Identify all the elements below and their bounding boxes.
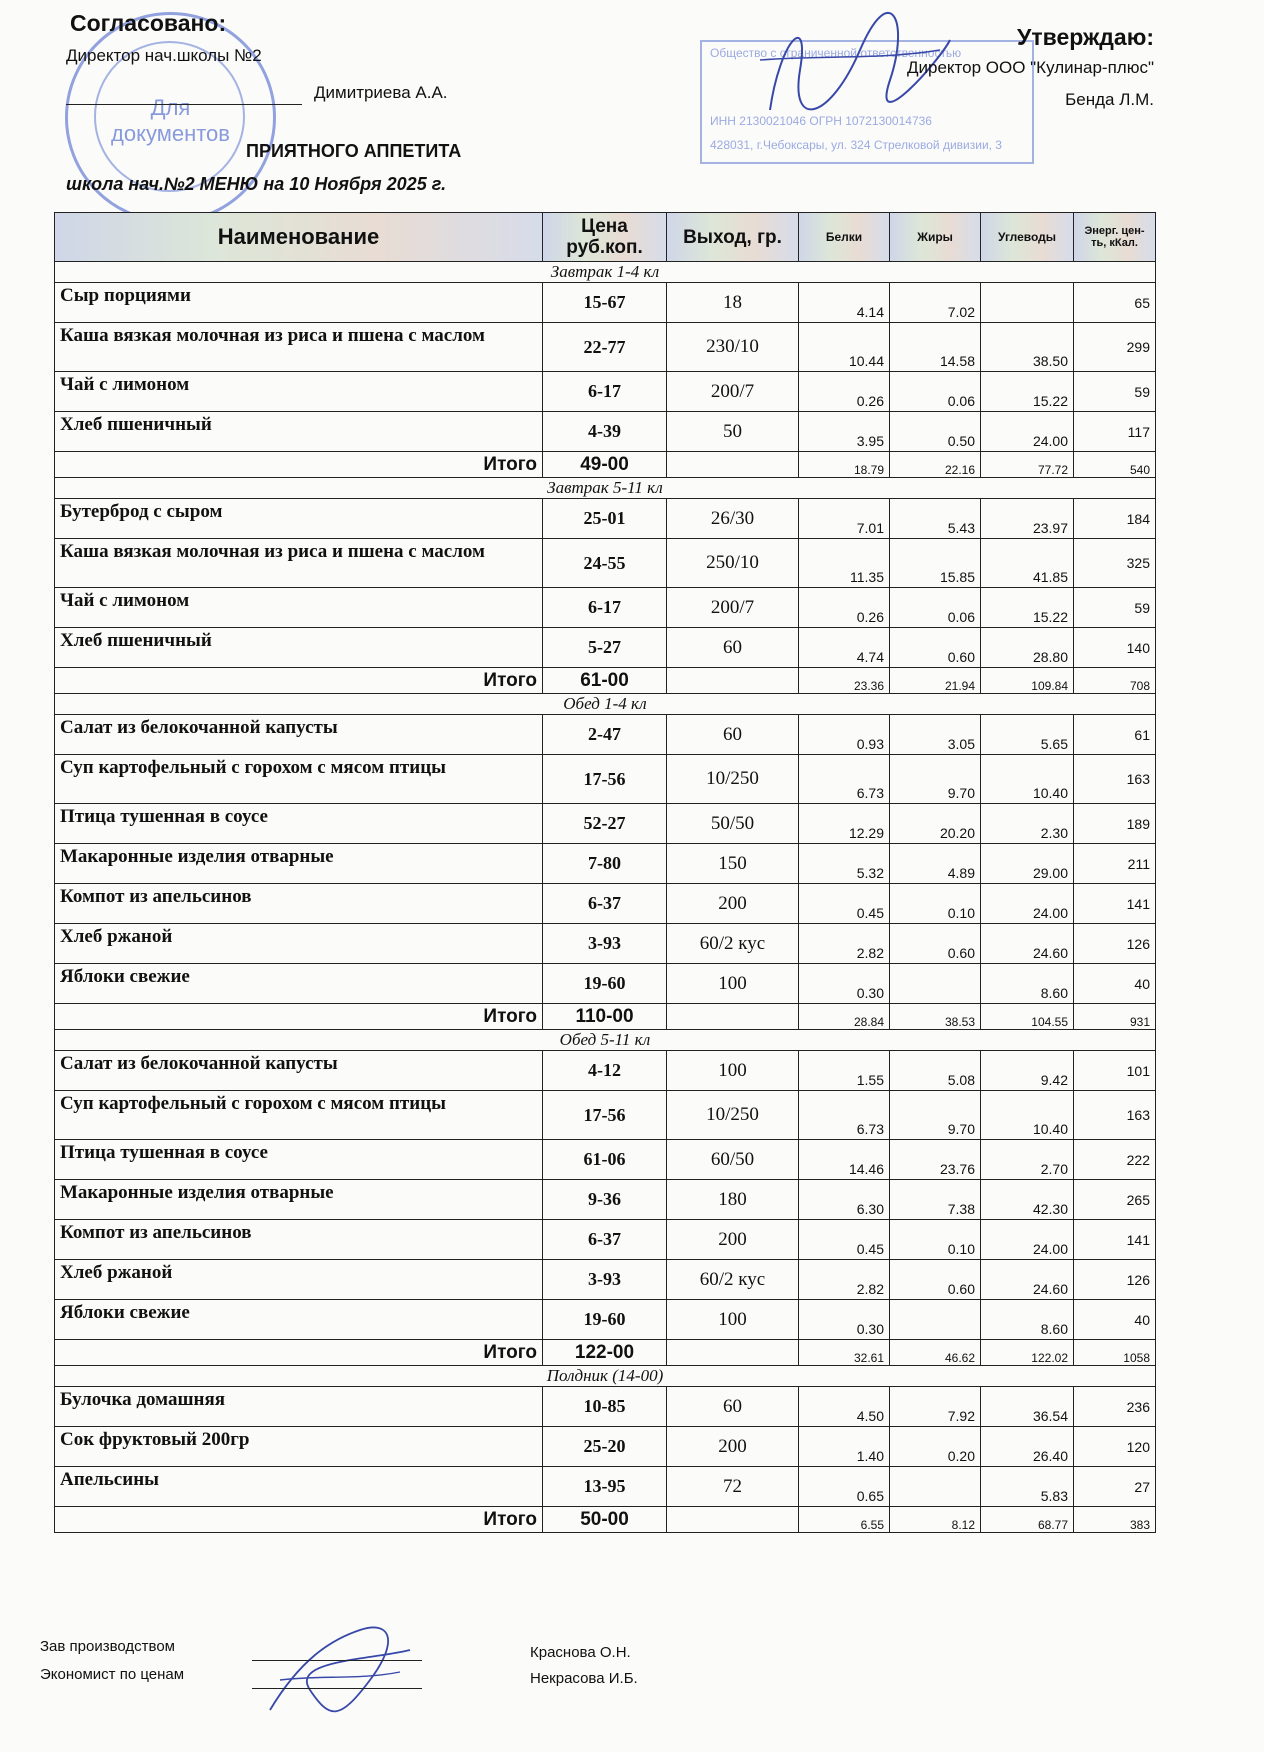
dish-name: Бутерброд с сыром [55, 499, 543, 539]
dish-carbs: 24.60 [981, 924, 1074, 964]
dish-price: 6-17 [543, 588, 667, 628]
agreed-title: Согласовано: [70, 10, 227, 36]
dish-carbs: 24.00 [981, 884, 1074, 924]
dish-price: 61-06 [543, 1140, 667, 1180]
dish-carbs: 10.40 [981, 1091, 1074, 1140]
dish-energy: 163 [1074, 1091, 1156, 1140]
dish-name: Салат из белокочанной капусты [55, 715, 543, 755]
dish-carbs: 24.00 [981, 412, 1074, 452]
dish-name: Птица тушенная в соусе [55, 804, 543, 844]
dish-price: 17-56 [543, 755, 667, 804]
dish-fat: 0.60 [890, 1260, 981, 1300]
dish-fat: 0.50 [890, 412, 981, 452]
dish-energy: 265 [1074, 1180, 1156, 1220]
section-title: Обед 1-4 кл [55, 694, 1156, 715]
table-row [55, 1091, 1156, 1140]
dish-fat: 0.60 [890, 628, 981, 668]
total-yield-empty [667, 452, 799, 478]
dish-price: 6-17 [543, 372, 667, 412]
total-energy: 1058 [1074, 1340, 1156, 1366]
total-carbs: 104.55 [981, 1004, 1074, 1030]
dish-name: Яблоки свежие [55, 964, 543, 1004]
table-row [55, 755, 1156, 804]
section-header-row [55, 262, 1156, 283]
col-header-name: Наименование [55, 213, 543, 262]
total-price: 110-00 [543, 1004, 667, 1030]
dish-fat: 0.10 [890, 884, 981, 924]
dish-name: Каша вязкая молочная из риса и пшена с маслом [55, 323, 543, 372]
dish-energy: 65 [1074, 283, 1156, 323]
dish-fat: 0.60 [890, 924, 981, 964]
dish-price: 6-37 [543, 884, 667, 924]
total-label: Итого [55, 1004, 543, 1030]
section-header-row [55, 694, 1156, 715]
dish-protein: 4.50 [799, 1387, 890, 1427]
dish-price: 7-80 [543, 844, 667, 884]
table-row [55, 964, 1156, 1004]
table-row [55, 924, 1156, 964]
col-header-yield: Выход, гр. [667, 213, 799, 262]
total-fat: 46.62 [890, 1340, 981, 1366]
dish-energy: 184 [1074, 499, 1156, 539]
footer-line-2 [252, 1688, 422, 1689]
total-price: 50-00 [543, 1507, 667, 1533]
table-row [55, 628, 1156, 668]
dish-protein: 0.30 [799, 964, 890, 1004]
dish-price: 9-36 [543, 1180, 667, 1220]
dish-carbs: 38.50 [981, 323, 1074, 372]
dish-protein: 0.26 [799, 588, 890, 628]
dish-yield: 60 [667, 1387, 799, 1427]
dish-protein: 5.32 [799, 844, 890, 884]
dish-price: 4-12 [543, 1051, 667, 1091]
menu-body [55, 262, 1156, 1533]
dish-yield: 100 [667, 964, 799, 1004]
dish-fat: 7.02 [890, 283, 981, 323]
dish-name: Сок фруктовый 200гр [55, 1427, 543, 1467]
col-header-fat: Жиры [890, 213, 981, 262]
dish-yield: 100 [667, 1300, 799, 1340]
dish-fat: 20.20 [890, 804, 981, 844]
dish-protein: 0.30 [799, 1300, 890, 1340]
dish-fat [890, 1467, 981, 1507]
dish-protein: 0.45 [799, 884, 890, 924]
dish-fat: 15.85 [890, 539, 981, 588]
dish-price: 5-27 [543, 628, 667, 668]
total-yield-empty [667, 1004, 799, 1030]
dish-fat: 0.10 [890, 1220, 981, 1260]
dish-energy: 126 [1074, 924, 1156, 964]
total-label: Итого [55, 668, 543, 694]
dish-protein: 3.95 [799, 412, 890, 452]
dish-price: 10-85 [543, 1387, 667, 1427]
total-fat: 22.16 [890, 452, 981, 478]
dish-carbs: 5.83 [981, 1467, 1074, 1507]
dish-carbs: 15.22 [981, 588, 1074, 628]
dish-protein: 1.40 [799, 1427, 890, 1467]
total-price: 61-00 [543, 668, 667, 694]
table-row [55, 1220, 1156, 1260]
dish-carbs: 2.70 [981, 1140, 1074, 1180]
table-row [55, 1180, 1156, 1220]
dish-fat: 7.38 [890, 1180, 981, 1220]
table-row [55, 1427, 1156, 1467]
dish-yield: 200 [667, 1220, 799, 1260]
table-row [55, 1387, 1156, 1427]
dish-carbs: 15.22 [981, 372, 1074, 412]
dish-name: Компот из апельсинов [55, 1220, 543, 1260]
dish-protein: 6.73 [799, 1091, 890, 1140]
dish-name: Каша вязкая молочная из риса и пшена с маслом [55, 539, 543, 588]
dish-fat: 4.89 [890, 844, 981, 884]
dish-carbs [981, 283, 1074, 323]
total-price: 49-00 [543, 452, 667, 478]
total-fat: 21.94 [890, 668, 981, 694]
footer-line-1 [252, 1660, 422, 1661]
dish-yield: 60/2 кус [667, 924, 799, 964]
col-header-energy: Энерг. цен-ть, кКал. [1074, 213, 1156, 262]
dish-name: Сыр порциями [55, 283, 543, 323]
dish-carbs: 29.00 [981, 844, 1074, 884]
table-row [55, 283, 1156, 323]
dish-energy: 222 [1074, 1140, 1156, 1180]
dish-yield: 10/250 [667, 1091, 799, 1140]
table-row [55, 1260, 1156, 1300]
dish-energy: 163 [1074, 755, 1156, 804]
section-title: Завтрак 1-4 кл [55, 262, 1156, 283]
dish-fat: 5.43 [890, 499, 981, 539]
dish-fat [890, 964, 981, 1004]
footer-role-production: Зав производством [40, 1638, 175, 1655]
dish-fat: 0.20 [890, 1427, 981, 1467]
dish-yield: 200 [667, 884, 799, 924]
dish-carbs: 9.42 [981, 1051, 1074, 1091]
total-protein: 32.61 [799, 1340, 890, 1366]
dish-price: 24-55 [543, 539, 667, 588]
dish-yield: 50 [667, 412, 799, 452]
agreed-position: Директор нач.школы №2 [66, 46, 262, 65]
dish-yield: 60/2 кус [667, 1260, 799, 1300]
total-row [55, 452, 1156, 478]
footer-name-production: Краснова О.Н. [530, 1644, 631, 1661]
dish-carbs: 28.80 [981, 628, 1074, 668]
dish-price: 13-95 [543, 1467, 667, 1507]
table-row [55, 323, 1156, 372]
dish-price: 19-60 [543, 964, 667, 1004]
dish-energy: 140 [1074, 628, 1156, 668]
dish-carbs: 24.60 [981, 1260, 1074, 1300]
total-yield-empty [667, 1507, 799, 1533]
total-energy: 708 [1074, 668, 1156, 694]
total-row [55, 1507, 1156, 1533]
dish-energy: 101 [1074, 1051, 1156, 1091]
dish-energy: 40 [1074, 964, 1156, 1004]
section-title: Завтрак 5-11 кл [55, 478, 1156, 499]
total-row [55, 1004, 1156, 1030]
total-fat: 38.53 [890, 1004, 981, 1030]
dish-name: Хлеб пшеничный [55, 628, 543, 668]
section-header-row [55, 1366, 1156, 1387]
dish-yield: 10/250 [667, 755, 799, 804]
dish-carbs: 24.00 [981, 1220, 1074, 1260]
table-row [55, 412, 1156, 452]
dish-price: 19-60 [543, 1300, 667, 1340]
dish-protein: 0.45 [799, 1220, 890, 1260]
dish-yield: 26/30 [667, 499, 799, 539]
dish-protein: 4.14 [799, 283, 890, 323]
dish-yield: 60/50 [667, 1140, 799, 1180]
slogan: ПРИЯТНОГО АППЕТИТА [246, 141, 462, 161]
dish-price: 4-39 [543, 412, 667, 452]
dish-name: Макаронные изделия отварные [55, 1180, 543, 1220]
total-energy: 540 [1074, 452, 1156, 478]
agreed-name: Димитриева А.А. [314, 83, 448, 102]
dish-fat: 3.05 [890, 715, 981, 755]
dish-yield: 50/50 [667, 804, 799, 844]
footer-role-economist: Экономист по ценам [40, 1666, 185, 1683]
total-label: Итого [55, 1340, 543, 1366]
dish-yield: 200/7 [667, 588, 799, 628]
col-header-carbs: Углеводы [981, 213, 1074, 262]
total-row [55, 1340, 1156, 1366]
dish-protein: 10.44 [799, 323, 890, 372]
menu-title: школа нач.№2 МЕНЮ на 10 Ноября 2025 г. [66, 174, 447, 194]
section-header-row [55, 1030, 1156, 1051]
rect-stamp-line2: ИНН 2130021046 ОГРН 1072130014736 [710, 114, 932, 128]
total-label: Итого [55, 452, 543, 478]
dish-name: Макаронные изделия отварные [55, 844, 543, 884]
dish-name: Чай с лимоном [55, 588, 543, 628]
dish-price: 52-27 [543, 804, 667, 844]
stamp-text-line1: Для [150, 95, 191, 120]
dish-energy: 299 [1074, 323, 1156, 372]
dish-fat: 0.06 [890, 588, 981, 628]
table-row [55, 1300, 1156, 1340]
agreed-signature-line [66, 104, 302, 105]
dish-fat: 5.08 [890, 1051, 981, 1091]
dish-carbs: 41.85 [981, 539, 1074, 588]
dish-name: Яблоки свежие [55, 1300, 543, 1340]
table-row [55, 372, 1156, 412]
section-header-row [55, 478, 1156, 499]
dish-energy: 126 [1074, 1260, 1156, 1300]
total-carbs: 68.77 [981, 1507, 1074, 1533]
dish-price: 25-20 [543, 1427, 667, 1467]
total-yield-empty [667, 668, 799, 694]
approve-title: Утверждаю: [1017, 24, 1154, 50]
dish-carbs: 10.40 [981, 755, 1074, 804]
total-carbs: 122.02 [981, 1340, 1074, 1366]
dish-name: Чай с лимоном [55, 372, 543, 412]
total-protein: 23.36 [799, 668, 890, 694]
stamp-text-line2: документов [111, 121, 230, 146]
dish-price: 22-77 [543, 323, 667, 372]
footer-signature [250, 1620, 430, 1730]
dish-carbs: 36.54 [981, 1387, 1074, 1427]
dish-protein: 11.35 [799, 539, 890, 588]
dish-energy: 120 [1074, 1427, 1156, 1467]
approve-name: Бенда Л.М. [1065, 90, 1154, 109]
dish-name: Апельсины [55, 1467, 543, 1507]
table-row [55, 1140, 1156, 1180]
rect-stamp-line3: 428031, г.Чебоксары, ул. 324 Стрелковой дивизии, 3 [710, 138, 1002, 152]
total-energy: 383 [1074, 1507, 1156, 1533]
dish-carbs: 2.30 [981, 804, 1074, 844]
dish-name: Птица тушенная в соусе [55, 1140, 543, 1180]
total-carbs: 77.72 [981, 452, 1074, 478]
dish-fat: 14.58 [890, 323, 981, 372]
dish-protein: 0.26 [799, 372, 890, 412]
total-protein: 6.55 [799, 1507, 890, 1533]
dish-price: 15-67 [543, 283, 667, 323]
dish-fat: 7.92 [890, 1387, 981, 1427]
dish-yield: 200 [667, 1427, 799, 1467]
dish-carbs: 26.40 [981, 1427, 1074, 1467]
dish-energy: 236 [1074, 1387, 1156, 1427]
total-protein: 18.79 [799, 452, 890, 478]
dish-protein: 2.82 [799, 924, 890, 964]
dish-protein: 0.65 [799, 1467, 890, 1507]
dish-energy: 59 [1074, 372, 1156, 412]
dish-yield: 100 [667, 1051, 799, 1091]
dish-energy: 27 [1074, 1467, 1156, 1507]
dish-price: 6-37 [543, 1220, 667, 1260]
table-row [55, 1051, 1156, 1091]
dish-yield: 18 [667, 283, 799, 323]
dish-name: Хлеб ржаной [55, 1260, 543, 1300]
dish-energy: 141 [1074, 884, 1156, 924]
section-title: Полдник (14-00) [55, 1366, 1156, 1387]
total-label: Итого [55, 1507, 543, 1533]
dish-protein: 2.82 [799, 1260, 890, 1300]
section-title: Обед 5-11 кл [55, 1030, 1156, 1051]
dish-protein: 1.55 [799, 1051, 890, 1091]
total-carbs: 109.84 [981, 668, 1074, 694]
dish-price: 17-56 [543, 1091, 667, 1140]
dish-yield: 250/10 [667, 539, 799, 588]
dish-energy: 61 [1074, 715, 1156, 755]
col-header-protein: Белки [799, 213, 890, 262]
total-yield-empty [667, 1340, 799, 1366]
dish-name: Компот из апельсинов [55, 884, 543, 924]
total-row [55, 668, 1156, 694]
dish-carbs: 8.60 [981, 964, 1074, 1004]
dish-protein: 0.93 [799, 715, 890, 755]
dish-yield: 200/7 [667, 372, 799, 412]
rect-stamp-line1: Общество с ограниченной ответственностью [710, 46, 962, 60]
total-price: 122-00 [543, 1340, 667, 1366]
col-header-price: Цена руб.коп. [543, 213, 667, 262]
dish-energy: 325 [1074, 539, 1156, 588]
footer-name-economist: Некрасова И.Б. [530, 1670, 638, 1687]
dish-fat: 23.76 [890, 1140, 981, 1180]
approve-position: Директор ООО "Кулинар-плюс" [906, 58, 1154, 77]
dish-carbs: 23.97 [981, 499, 1074, 539]
dish-fat: 0.06 [890, 372, 981, 412]
dish-yield: 150 [667, 844, 799, 884]
dish-name: Хлеб пшеничный [55, 412, 543, 452]
dish-price: 2-47 [543, 715, 667, 755]
table-row [55, 715, 1156, 755]
table-row [55, 884, 1156, 924]
dish-energy: 59 [1074, 588, 1156, 628]
total-protein: 28.84 [799, 1004, 890, 1030]
dish-yield: 230/10 [667, 323, 799, 372]
dish-fat [890, 1300, 981, 1340]
total-energy: 931 [1074, 1004, 1156, 1030]
dish-yield: 60 [667, 715, 799, 755]
dish-protein: 4.74 [799, 628, 890, 668]
dish-fat: 9.70 [890, 1091, 981, 1140]
dish-name: Суп картофельный с горохом с мясом птицы [55, 1091, 543, 1140]
dish-carbs: 42.30 [981, 1180, 1074, 1220]
dish-name: Булочка домашняя [55, 1387, 543, 1427]
dish-yield: 72 [667, 1467, 799, 1507]
dish-fat: 9.70 [890, 755, 981, 804]
dish-price: 25-01 [543, 499, 667, 539]
total-fat: 8.12 [890, 1507, 981, 1533]
dish-protein: 6.73 [799, 755, 890, 804]
dish-energy: 189 [1074, 804, 1156, 844]
table-row [55, 804, 1156, 844]
dish-yield: 180 [667, 1180, 799, 1220]
dish-energy: 141 [1074, 1220, 1156, 1260]
dish-protein: 12.29 [799, 804, 890, 844]
dish-protein: 14.46 [799, 1140, 890, 1180]
dish-protein: 7.01 [799, 499, 890, 539]
table-row [55, 539, 1156, 588]
dish-name: Суп картофельный с горохом с мясом птицы [55, 755, 543, 804]
dish-price: 3-93 [543, 924, 667, 964]
dish-yield: 60 [667, 628, 799, 668]
table-row [55, 844, 1156, 884]
menu-table [54, 212, 1156, 1533]
dish-name: Салат из белокочанной капусты [55, 1051, 543, 1091]
dish-energy: 117 [1074, 412, 1156, 452]
dish-protein: 6.30 [799, 1180, 890, 1220]
table-row [55, 588, 1156, 628]
dish-energy: 40 [1074, 1300, 1156, 1340]
table-row [55, 1467, 1156, 1507]
dish-name: Хлеб ржаной [55, 924, 543, 964]
table-header-row [55, 213, 1156, 262]
dish-price: 3-93 [543, 1260, 667, 1300]
dish-carbs: 5.65 [981, 715, 1074, 755]
dish-energy: 211 [1074, 844, 1156, 884]
table-row [55, 499, 1156, 539]
dish-carbs: 8.60 [981, 1300, 1074, 1340]
